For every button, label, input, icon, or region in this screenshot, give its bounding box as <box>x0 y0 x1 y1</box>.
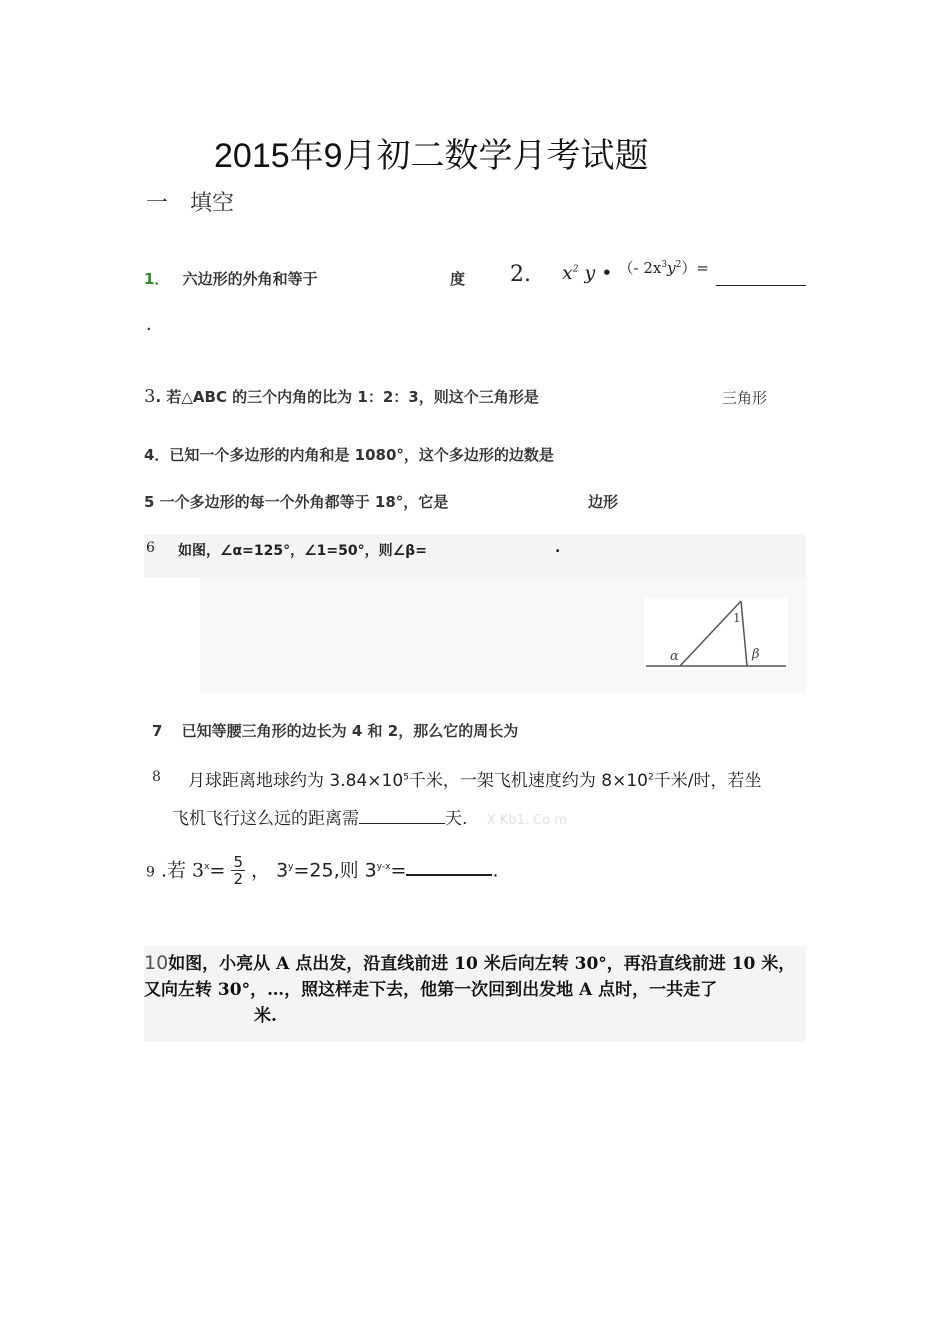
page-title: 2015年9月初二数学月考试题 <box>214 137 649 175</box>
question-8-exp-b: 2 <box>647 772 654 783</box>
question-8-line-2 <box>172 804 567 829</box>
question-9-tail: . <box>492 859 499 882</box>
question-9-exp-y: y <box>288 862 294 872</box>
question-9-end: = <box>390 859 407 882</box>
question-6-tail: . <box>555 540 561 556</box>
question-9-mid: ， 3 <box>251 859 289 882</box>
angle-alpha-label: α <box>670 649 679 664</box>
question-6-text: 如图，∠α=125°，∠1=50°，则∠β= <box>178 543 427 559</box>
question-1-text: 六边形的外角和等于 <box>182 270 318 288</box>
question-10 <box>144 950 806 1029</box>
question-8-line2-a: 飞机飞行这么远的距离需 <box>172 809 359 829</box>
watermark: X Kb1. Co m <box>486 813 567 828</box>
question-9-exp-x: x <box>204 862 210 872</box>
question-2-tail: . <box>146 314 152 335</box>
question-8-line-1 <box>188 766 761 791</box>
question-3-unit: 三角形 <box>722 389 768 407</box>
expr-close: ）= <box>681 259 709 277</box>
question-3 <box>144 386 539 407</box>
question-7-text: 已知等腰三角形的边长为 4 和 2，那么它的周长为 <box>181 722 519 740</box>
question-3-number: 3 <box>144 386 156 407</box>
expr-dot: • <box>601 262 613 284</box>
question-9-eq: = <box>209 859 226 882</box>
question-6-number: 6 <box>146 540 155 556</box>
expr-paren: （- 2x <box>618 259 662 277</box>
question-9-blank <box>406 873 492 876</box>
fraction-denominator: 2 <box>233 870 243 889</box>
question-2-blank <box>716 285 806 286</box>
question-10-text: 如图，小亮从 A 点出发，沿直线前进 10 米后向左转 30°，再沿直线前进 10 米，又向左转 30°，…，照这样走下去，他第一次回到出发地 A 点时，一共走了 <box>144 954 796 1000</box>
expr-y: y <box>584 262 596 284</box>
expr-exp2b: 2 <box>675 260 682 270</box>
question-9-mid2: =25,则 3 <box>293 859 377 882</box>
question-1-number: 1． <box>144 270 170 288</box>
question-8-text-b: 千米，一架飞机速度约为 8×10 <box>408 771 648 791</box>
question-1 <box>144 268 318 289</box>
angle-beta-label: β <box>752 647 760 662</box>
question-8-text-a: 月球距离地球约为 3.84×10 <box>188 771 404 791</box>
question-10-number: 10 <box>144 952 169 974</box>
question-1-unit: 度 <box>450 270 466 288</box>
expr-paren-group <box>619 259 709 277</box>
question-3-text: . 若△ABC 的三个内角的比为 1：2：3，则这个三角形是 <box>155 388 539 406</box>
question-5-unit: 边形 <box>588 493 619 511</box>
expr-x: x <box>562 262 573 284</box>
expr-y2: y <box>667 259 676 277</box>
figure-background <box>644 598 788 670</box>
expr-exp: 2 <box>572 264 579 275</box>
question-5: 5 一个多边形的每一个外角都等于 18°，它是 <box>144 493 449 511</box>
section-heading: 一 填空 <box>146 191 235 216</box>
question-2-number: 2. <box>510 262 531 287</box>
angle-1-label: 1 <box>733 611 741 625</box>
question-9-exp-yx: y-x <box>376 862 391 872</box>
question-10-unit: 米. <box>254 1006 277 1026</box>
expr-exp3: 3 <box>661 260 668 270</box>
question-9 <box>146 842 498 892</box>
triangle-figure <box>644 598 788 670</box>
question-2-expression <box>562 259 709 284</box>
question-8-text-c: 千米/时，若坐 <box>653 771 762 791</box>
question-8-number: 8 <box>152 769 161 785</box>
fraction-5-2 <box>231 854 245 887</box>
question-4: 4．已知一个多边形的内角和是 1080°，这个多边形的边数是 <box>144 446 554 464</box>
fraction-numerator: 5 <box>233 853 243 872</box>
question-8-line2-b: 天. <box>445 809 468 829</box>
question-8-blank <box>359 822 445 824</box>
question-9-ruo: .若 3 <box>160 859 205 882</box>
question-7 <box>152 720 518 741</box>
question-7-number: 7 <box>152 722 163 740</box>
question-8-exp-a: 5 <box>403 772 409 783</box>
question-9-number: 9 <box>146 864 155 881</box>
